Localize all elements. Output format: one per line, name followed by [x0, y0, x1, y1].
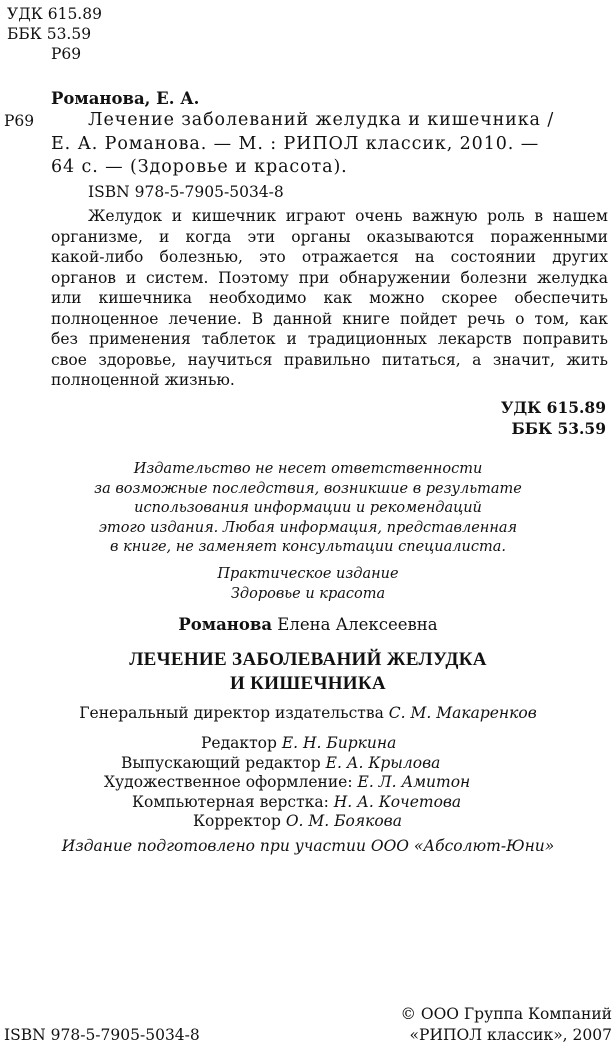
credit-name: Е. Н. Биркина [281, 734, 397, 752]
credit-role: Редактор [201, 734, 277, 752]
author-full-name [0, 614, 616, 636]
annotation-line-3: какой-либо болезнью, это отражается на состоянии других [51, 248, 608, 266]
author-surname: Романова [178, 615, 273, 634]
credit-name: Н. А. Кочетова [333, 792, 462, 811]
annotation-line-2: организме, и когда эти органы оказываются пораженными [51, 227, 608, 246]
disclaimer-line-2: за возможные последствия, возникшие в результате [94, 480, 522, 497]
credit-layout [132, 793, 461, 813]
credit-role: Компьютерная верстка: [132, 792, 329, 811]
credit-role: Корректор [193, 812, 281, 830]
edition-type: Практическое издание [217, 566, 399, 582]
annotation-line-1: Желудок и кишечник играют очень важную роль в нашем [88, 207, 608, 225]
edition-series: Здоровье и красота [230, 585, 386, 602]
disclaimer-line-5: в книге, не заменяет консультации специалиста. [110, 539, 506, 555]
credit-name: Е. Л. Амитон [357, 773, 471, 791]
book-title-line-1: ЛЕЧЕНИЕ ЗАБОЛЕВАНИЙ ЖЕЛУДКА [129, 649, 487, 670]
director-role: Генеральный директор издательства [79, 704, 384, 722]
credit-art-design [104, 773, 470, 793]
author-given-names: Елена Алексеевна [277, 615, 438, 634]
credit-proofreader [193, 812, 402, 832]
record-isbn: ISBN 978-5-7905-5034-8 [88, 183, 284, 201]
margin-mark: Р69 [4, 112, 35, 130]
record-title-line-3: 64 с. — (Здоровье и красота). [51, 157, 348, 177]
annotation-line-6: полноценное лечение. В данной книге пойдет речь о том, как [51, 309, 608, 328]
record-title-line-1: Лечение заболеваний желудка и кишечника / [88, 110, 555, 130]
author-mark: Р69 [51, 45, 82, 63]
record-title-line-2: Е. А. Романова. — М. : РИПОЛ классик, 2010. — [51, 133, 540, 154]
director-line [0, 703, 616, 723]
author-heading: Романова, Е. А. [51, 89, 200, 108]
book-title-line-2: И КИШЕЧНИКА [230, 673, 386, 694]
annotation-line-5: или кишечника необходимо как можно скорее обеспечить [51, 289, 608, 307]
udk-code-right: УДК 615.89 [500, 398, 606, 417]
director-name: С. М. Макаренков [388, 704, 537, 722]
copyright-line-1: © ООО Группа Компаний [400, 1005, 612, 1023]
bbk-code-right: ББК 53.59 [511, 419, 606, 438]
prepared-note: Издание подготовлено при участии ООО «Абсолют-Юни» [61, 837, 555, 855]
credit-role: Художественное оформление: [104, 773, 353, 791]
annotation-line-7: без применения таблеток и традиционных лекарств поправить [51, 330, 608, 348]
credit-name: О. М. Боякова [285, 812, 402, 830]
credit-name: Е. А. Крылова [325, 753, 441, 772]
disclaimer-line-3: использования информации и рекомендаций [134, 500, 482, 516]
disclaimer-line-4: этого издания. Любая информация, представленная [98, 519, 518, 536]
annotation-line-8: свое здоровье, научиться правильно питаться, а значит, жить [51, 350, 608, 369]
annotation-line-4: органов и систем. Поэтому при обнаружении болезни желудка [51, 268, 608, 287]
copyright-line-2: «РИПОЛ классик», 2007 [409, 1026, 612, 1044]
credit-managing-editor [121, 754, 440, 774]
annotation-line-9: полноценной жизнью. [51, 371, 235, 389]
credit-role: Выпускающий редактор [121, 753, 321, 772]
footer-isbn: ISBN 978-5-7905-5034-8 [4, 1026, 200, 1044]
udk-code: УДК 615.89 [7, 5, 102, 23]
credit-editor [201, 734, 396, 754]
disclaimer-line-1: Издательство не несет ответственности [133, 461, 483, 477]
bbk-code: ББК 53.59 [7, 25, 92, 43]
